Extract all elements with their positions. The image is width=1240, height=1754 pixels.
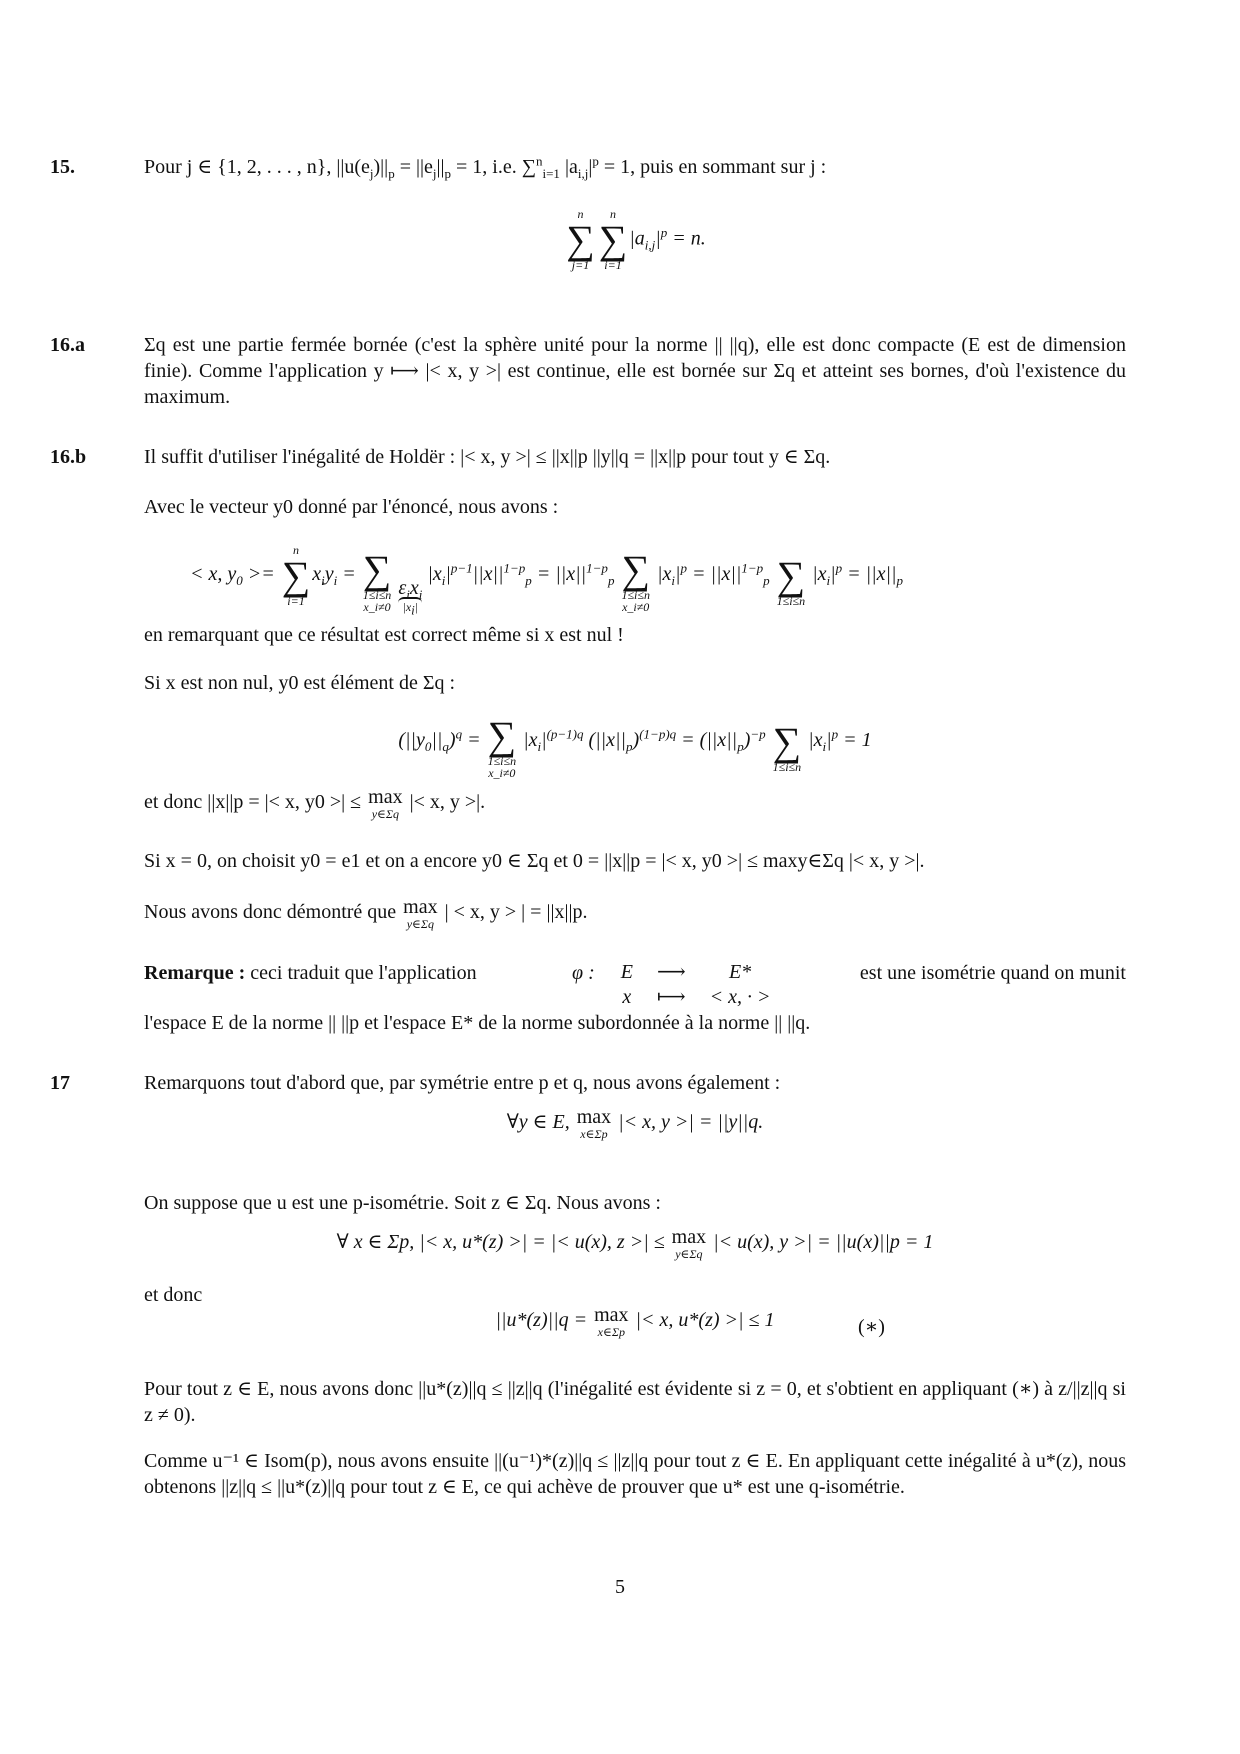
section-17-equation2: ∀ x ∈ Σp, |< x, u*(z) >| = |< u(x), z >| ≤ max y∈Σq |< u(x), y >| = ||u(x)||p = 1 <box>336 1226 934 1261</box>
section-15-equation: n ∑ j=1 n ∑ i=1 $|a_{i,j}|^p = n$. <box>566 207 706 272</box>
section-17-line2: On suppose que u est une p-isométrie. Soit z ∈ Σq. Nous avons : <box>144 1192 661 1214</box>
underbrace: $\varepsilon_ix_i$ $|x_i|$ <box>398 577 423 618</box>
section-16a-paragraph: Σq est une partie fermée bornée (c'est la sphère unité pour la norme || ||q), elle est donc compacte (E est de dimension finie). Comme l'application y ⟼ |< x, y >| est continue, elle est bornée sur Σq et atteint ses bornes, d'où l'existence du maximum. <box>144 334 1126 408</box>
section-15-line: Pour j ∈ {1, 2, . . . , n}, $||u(e_j)||_p = ||e_j||_p = 1$, i.e. ∑$^n_{i=1}$ $|a_{i,j}|^p = 1$, puis en sommant sur j : <box>144 153 827 181</box>
section-number-16a: 16.a <box>50 334 85 356</box>
section-number-15: 15. <box>50 156 75 178</box>
section-16b-equation1: < x, $y_0$ >= n ∑ i=1 $x_iy_i$ = ∑ 1≤i≤n x_i≠0 $\varepsilon_ix_i$ $|x_i|$ $|x_i|^{p-1}||x||^{1-p}_p = ||x||^{1-p}_p$ ∑ 1≤i≤n x_i≠0 $|x_i|^p = ||x||^{1-p}_p$ ∑ 1≤i≤n $|x_i|^p = ||x||_p$ <box>190 542 903 618</box>
section-16b-line5: et donc ||x||p = |< x, y0 >| ≤ max y∈Σq |< x, y >|. <box>144 786 486 821</box>
remark-label: Remarque : <box>144 962 246 984</box>
sum-i: n ∑ i=1 <box>598 207 628 272</box>
section-17-line5: Comme u⁻¹ ∈ Isom(p), nous avons ensuite ||(u⁻¹)*(z)||q ≤ ||z||q pour tout z ∈ E. En appliquant cette inégalité à u*(z), nous obtenons ||z||q ≤ ||u*(z)||q pour tout z ∈ E, ce qui achève de prouver que u* est une q-isométrie. <box>144 1450 1126 1498</box>
section-16b-equation2: $(||y_0||_q)^q$ = ∑ 1≤i≤n x_i≠0 $|x_i|^{(p-1)q}$ $(||x||_p)^{(1-p)q} = (||x||_p)^{-p}$ ∑ 1≤i≤n $|x_i|^p = 1$ <box>398 713 872 780</box>
section-17-equation3: ||u*(z)||q = max x∈Σp |< x, u*(z) >| ≤ 1 (∗) <box>495 1304 885 1339</box>
section-16b-line7: Nous avons donc démontré que max y∈Σq | < x, y > | = ||x||p. <box>144 896 588 931</box>
section-17-line3: et donc <box>144 1284 203 1306</box>
section-16b-line3: en remarquant que ce résultat est correct même si x est nul ! <box>144 624 624 646</box>
section-16b-line6: Si x = 0, on choisit y0 = e1 et on a encore y0 ∈ Σq et 0 = ||x||p = |< x, y0 >| ≤ maxy∈Σq |< x, y >|. <box>144 850 925 872</box>
section-17-line1: Remarquons tout d'abord que, par symétrie entre p et q, nous avons également : <box>144 1072 781 1094</box>
equation-tag: (∗) <box>858 1316 885 1338</box>
section-number-17: 17 <box>50 1072 70 1094</box>
section-16b-line1: Il suffit d'utiliser l'inégalité de Holdër : |< x, y >| ≤ ||x||p ||y||q = ||x||p pour tout y ∈ Σq. <box>144 446 831 468</box>
section-17-equation1: ∀y ∈ E, max x∈Σp |< x, y >| = ||y||q. <box>506 1106 764 1141</box>
section-17-line4: Pour tout z ∈ E, nous avons donc ||u*(z)||q ≤ ||z||q (l'inégalité est évidente si z = 0, et s'obtient en appliquant (∗) à z/||z||q si z ≠ 0). <box>144 1378 1126 1426</box>
section-16b-line4: Si x est non nul, y0 est élément de Σq : <box>144 672 456 694</box>
remark-map-table: E ⟶ E* x ⟼ < x, · > <box>620 961 771 1008</box>
section-16b-line2: Avec le vecteur y0 donné par l'énoncé, nous avons : <box>144 496 559 518</box>
section-16b-remark: Remarque : ceci traduit que l'application φ : E ⟶ E* x ⟼ < x, · > est une isométrie quand on munit l'espace E de la norme || ||p et l'espace E* de la norme subordonnée à la norme || ||q. <box>144 961 1126 1034</box>
sum-j: n ∑ j=1 <box>566 207 595 272</box>
page-number: 5 <box>615 1576 625 1598</box>
section-number-16b: 16.b <box>50 446 87 468</box>
